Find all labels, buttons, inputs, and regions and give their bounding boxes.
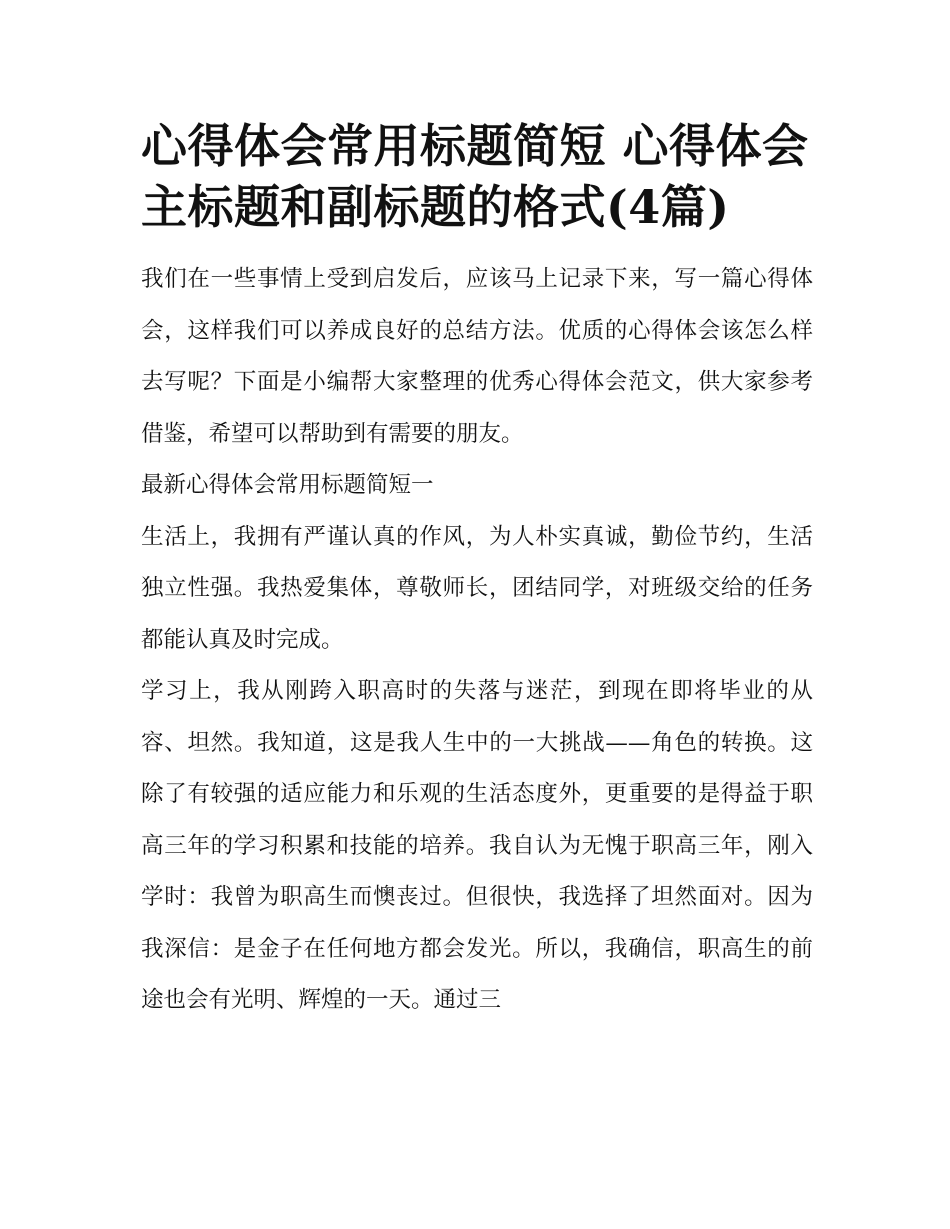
body-paragraph: 生活上，我拥有严谨认真的作风，为人朴实真诚，勤俭节约，生活独立性强。我热爱集体，尊敬师长，团结同学，对班级交给的任务都能认真及时完成。: [141, 523, 813, 653]
section-heading: 最新心得体会常用标题简短一: [141, 472, 434, 498]
document-page: [141, 116, 813, 1027]
intro-paragraph: 我们在一些事情上受到启发后，应该马上记录下来，写一篇心得体会，这样我们可以养成良好的总结方法。优质的心得体会该怎么样去写呢？下面是小编帮大家整理的优秀心得体会范文，供大家参考借鉴，希望可以帮助到有需要的朋友。: [141, 266, 813, 447]
body-paragraph: 学习上，我从刚跨入职高时的失落与迷茫，到现在即将毕业的从容、坦然。我知道，这是我人生中的一大挑战——角色的转换。这除了有较强的适应能力和乐观的生活态度外，更重要的是得益于职高三年的学习积累和技能的培养。我自认为无愧于职高三年，刚入学时：我曾为职高生而懊丧过。但很快，我选择了坦然面对。因为我深信：是金子在任何地方都会发光。所以，我确信，职高生的前途也会有光明、辉煌的一天。通过三: [141, 678, 813, 1013]
document-body: [141, 254, 813, 1027]
document-title: 心得体会常用标题简短 心得体会主标题和副标题的格式(4篇): [141, 119, 809, 234]
